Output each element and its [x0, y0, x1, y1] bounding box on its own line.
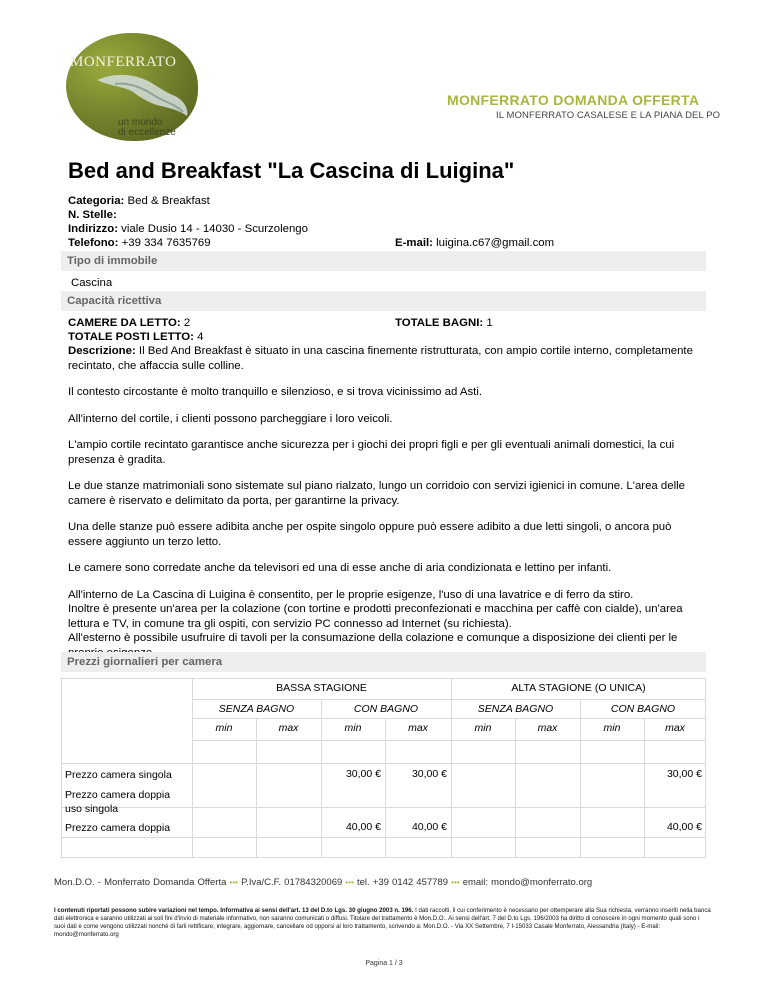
legal-bold: I contenuti riportati possono subire variazioni nel tempo. Informativa ai sensi dell'art. 13 del D.to Lgs. 30 giugno 2003 n. 196. [54, 907, 414, 914]
min-header: min [474, 722, 492, 734]
min-header: min [603, 722, 621, 734]
stelle-row [68, 208, 308, 222]
price-cell: 40,00 € [411, 821, 447, 833]
page-number: Pagina 1 / 3 [365, 960, 403, 967]
brand-title: MONFERRATO DOMANDA OFFERTA [447, 92, 700, 108]
footer-email[interactable]: email: mondo@monferrato.org [462, 877, 593, 888]
description [68, 344, 708, 660]
description-line: Inoltre è presente un'area per la colazione (con tortine e prodotti preconfezionati e macchina per caffè con cialde), un'area lettura e TV, in comune tra gli ospiti, con servizio PC connesso ad Internet (su richiesta). [68, 603, 683, 630]
con-bagno-header: CON BAGNO [353, 703, 419, 715]
description-paragraph: L'ampio cortile recintato garantisce anche sicurezza per i giochi dei propri figli e per gli eventuali animali domestici, la cui presenza è gradita. [68, 439, 675, 466]
description-paragraph: Una delle stanze può essere adibita anche per ospite singolo oppure può essere adibito a due letti singoli, o ancora può essere aggiunto un terzo letto. [68, 521, 672, 548]
info-block [68, 194, 308, 250]
description-paragraph: All'interno del cortile, i clienti possono parcheggiare i loro veicoli. [68, 412, 393, 425]
footer-tel: tel. +39 0142 457789 [356, 877, 449, 888]
senza-bagno-header: SENZA BAGNO [477, 703, 554, 715]
indirizzo-row [68, 222, 308, 236]
description-paragraph: Le due stanze matrimoniali sono sistemate sul piano rialzato, lungo un corridoio con servizi igienici in comune. L'area delle camere è riservato e delimitato da porta, per garantirne la privacy. [68, 480, 685, 507]
descrizione-label: Descrizione: [68, 345, 136, 357]
footer-piva: P.Iva/C.F. 01784320069 [241, 877, 343, 888]
legal-text: I dati raccolti, il cui conferimento è necessario per ottemperare alla Sua richiesta, verranno inseriti nella banca dati elettronica e saranno utilizzati ai soli fini d'invio di materiale informativo, non saranno comunicati o diffusi. Titolare del trattamento è Mon.D.O.. Ai sensi dell'art. 7 del D.to Lgs. 196/2003 ha diritto di conoscere in ogni momento quali sono i suoi dati e come vengono utilizzati nonché di farli rettificare, integrare, aggiornare, cancellare od opporsi al loro trattamento, scrivendo a: Mon.D.O. - Via XX Settembre, 7 I-15033 Casale Monferrato, Alessandria (Italy) - E-mail: mondo@monferrato.org [54, 907, 711, 938]
posti-label: TOTALE POSTI LETTO: [68, 331, 194, 343]
senza-bagno-header: SENZA BAGNO [218, 703, 295, 715]
description-paragraph: Il contesto circostante è molto tranquillo e silenzioso, e si trova vicinissimo ad Asti. [68, 386, 483, 398]
categoria-label: Categoria: [68, 195, 125, 207]
row-label-doppia-uso-singola: Prezzo camera doppia uso singola [65, 789, 171, 815]
bagni-label: TOTALE BAGNI: [395, 317, 484, 329]
legal-notice [54, 907, 712, 939]
price-cell: 40,00 € [345, 821, 381, 833]
section-tipo-title: Tipo di immobile [61, 251, 706, 271]
separator-icon: ••• [451, 878, 460, 887]
categoria-value: Bed & Breakfast [127, 195, 210, 207]
season-high-header: ALTA STAGIONE (O UNICA) [511, 682, 646, 694]
camere-row [68, 316, 190, 330]
max-header: max [665, 722, 685, 734]
description-paragraph: Le camere sono corredate anche da televisori ed una di esse anche di aria condizionata e lettino per infanti. [68, 562, 612, 574]
row-label-singola: Prezzo camera singola [65, 769, 172, 781]
row-label-doppia: Prezzo camera doppia [65, 822, 171, 834]
separator-icon: ••• [229, 878, 238, 887]
description-line: All'esterno è possibile usufruire di tavoli per la consumazione della colazione e comunque a disposizione dei clienti per le [68, 632, 678, 644]
telefono-value: +39 334 7635769 [121, 237, 211, 249]
price-cell: 30,00 € [666, 768, 702, 780]
logo-bird-icon [95, 70, 191, 120]
section-capacita-title: Capacità ricettiva [61, 291, 706, 311]
bagni-value: 1 [486, 317, 493, 329]
page-title: Bed and Breakfast "La Cascina di Luigina" [68, 158, 515, 183]
camere-label: CAMERE DA LETTO: [68, 317, 181, 329]
min-header: min [344, 722, 362, 734]
bagni-row [395, 316, 493, 330]
min-header: min [215, 722, 233, 734]
posti-row [68, 330, 203, 344]
description-line: All'interno de La Cascina di Luigina è consentito, per le proprie esigenze, l'uso di una lavatrice e di ferro da stiro. [68, 588, 634, 601]
logo-tagline [118, 118, 176, 138]
logo-tagline-line2: di eccellenze [118, 127, 176, 138]
email-link[interactable]: luigina.c67@gmail.com [436, 237, 555, 249]
season-low-header: BASSA STAGIONE [276, 682, 367, 694]
section-prezzi-title: Prezzi giornalieri per camera [61, 652, 706, 672]
max-header: max [278, 722, 299, 734]
price-cell: 30,00 € [345, 768, 381, 780]
brand-subtitle: IL MONFERRATO CASALESE E LA PIANA DEL PO [496, 110, 721, 121]
price-cell: 30,00 € [411, 768, 447, 780]
telefono-label: Telefono: [68, 237, 119, 249]
max-header: max [408, 722, 428, 734]
logo-wordmark: MONFERRATO [70, 54, 177, 70]
camere-value: 2 [183, 317, 191, 329]
con-bagno-header: CON BAGNO [610, 703, 676, 715]
email-label: E-mail: [395, 237, 433, 249]
indirizzo-value: viale Dusio 14 - 14030 - Scurzolengo [121, 223, 308, 235]
categoria-row [68, 194, 308, 208]
separator-icon: ••• [345, 878, 354, 887]
indirizzo-label: Indirizzo: [68, 223, 118, 235]
description-paragraph [68, 588, 708, 661]
posti-value: 4 [197, 331, 204, 343]
telefono-row [68, 236, 308, 250]
stelle-label: N. Stelle: [68, 209, 117, 221]
logo-tagline-line1: un mondo [118, 117, 163, 128]
description-text: Il Bed And Breakfast è situato in una cascina finemente ristrutturata, con ampio cortile interno, completamente recintato, che affaccia sulle colline. [68, 345, 693, 372]
footer-contact [54, 877, 592, 888]
tipo-value: Cascina [71, 277, 113, 289]
email-row [395, 236, 554, 250]
max-header: max [537, 722, 558, 734]
description-paragraph [68, 344, 708, 373]
footer-company: Mon.D.O. - Monferrato Domanda Offerta [54, 877, 227, 888]
price-cell: 40,00 € [666, 821, 702, 833]
